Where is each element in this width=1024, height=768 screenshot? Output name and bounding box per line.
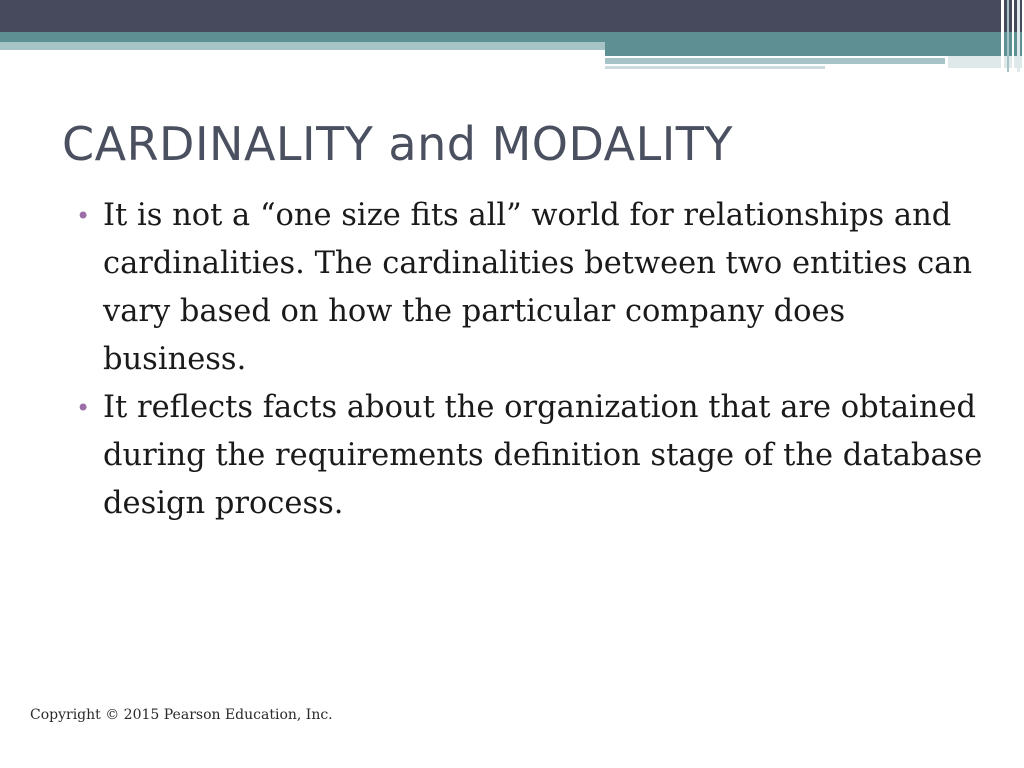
header-band-accent <box>605 42 1024 56</box>
copyright-footer: Copyright © 2015 Pearson Education, Inc. <box>30 707 333 723</box>
header-line-2 <box>605 66 825 69</box>
bullet-text: It is not a “one size fits all” world for relationships and cardinalities. The cardinalities between two entities can vary based on how the particular company does business. <box>103 198 972 377</box>
bullet-item <box>70 384 990 528</box>
header-band-dark <box>0 0 1024 32</box>
header-band-teal <box>0 32 1024 42</box>
header-band-light <box>0 42 605 50</box>
header-line-1 <box>605 58 945 64</box>
bullet-item <box>70 192 990 384</box>
bullet-list <box>70 192 990 528</box>
bullet-icon: • <box>76 394 91 422</box>
bullet-icon: • <box>76 202 91 230</box>
header-stripes <box>994 0 1024 72</box>
slide-title: CARDINALITY and MODALITY <box>62 117 733 171</box>
bullet-text: It reflects facts about the organization that are obtained during the requirements definition stage of the database design process. <box>103 390 983 521</box>
